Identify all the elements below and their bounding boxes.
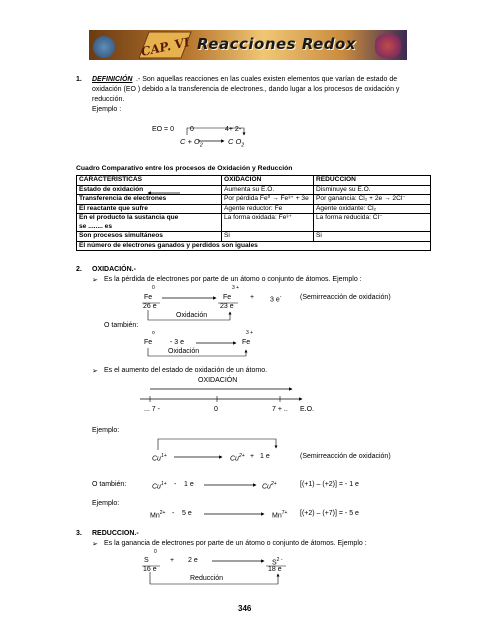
example-label: Ejemplo: xyxy=(92,427,120,434)
eo-value: 4+ 2- xyxy=(225,126,242,133)
bullet-arrow-icon: ➢ xyxy=(92,277,98,284)
superscript: 0 xyxy=(152,285,155,291)
electron-count: 18 e xyxy=(268,566,282,573)
table-footer: El número de electrones ganados y perdidos son iguales xyxy=(77,241,431,251)
bracket-arrow xyxy=(187,128,244,135)
annotation: (Semirreacción de oxidación) xyxy=(300,294,391,301)
species: S xyxy=(144,557,149,564)
table-cell: Por pérdida Fe⁰ → Fe³⁺ + 3e xyxy=(222,195,314,205)
reaction-right: C $O_2$ xyxy=(228,137,245,149)
section-heading: OXIDACIÓN.- xyxy=(92,266,136,273)
example-label: Ejemplo: xyxy=(92,500,120,507)
chapter-title: Reacciones Redox xyxy=(197,35,357,53)
section-number: 3. xyxy=(76,530,82,537)
electrons: 1 e xyxy=(184,481,194,488)
electron-count: 26 e xyxy=(143,303,157,310)
table-cell: Son procesos simultáneos xyxy=(77,232,222,242)
superscript: o xyxy=(152,330,155,336)
table-header: REDUCCIÓN xyxy=(314,176,431,186)
axis-label: OXIDACIÓN xyxy=(198,377,238,384)
annotation: (Semirreacción de oxidación) xyxy=(300,453,391,460)
bullet-arrow-icon: ➢ xyxy=(92,368,98,375)
electrons: 3 e- xyxy=(270,294,282,304)
bullet-text: Es la ganancia de electrones por parte de un átomo o conjunto de átomos. Ejemplo : xyxy=(104,540,367,547)
species: Fe xyxy=(144,339,153,346)
table-caption: Cuadro Comparativo entre los procesos de Oxidación y Reducción xyxy=(76,165,293,172)
species: $Mn^{7+}$ xyxy=(272,510,288,520)
table-cell: Agente reductor: Fe xyxy=(222,204,314,214)
superscript: 3 + xyxy=(246,330,254,336)
table-header: CARACTERÍSTICAS xyxy=(77,176,222,186)
axis-tick-label: 7 + .. xyxy=(272,406,288,413)
bracket-arrow xyxy=(150,572,278,584)
operator: - xyxy=(172,510,175,517)
chapter-label: CAP. VI xyxy=(139,35,191,59)
electrons: 2 e xyxy=(188,557,198,564)
operator: + xyxy=(250,453,255,460)
section-number: 1. xyxy=(76,76,82,83)
axis-unit: E.O. xyxy=(300,406,315,413)
species: Fe xyxy=(242,339,251,346)
table-header: OXIDACIÓN xyxy=(222,176,314,186)
process-label: Oxidación xyxy=(168,348,200,355)
example-label: Ejemplo : xyxy=(92,106,122,113)
table-cell: Estado de oxidación xyxy=(77,185,222,195)
species: $Cu^{1+}$ xyxy=(152,481,167,491)
bullet-text: Es la pérdida de electrones por parte de un átomo o conjunto de átomos. Ejemplo : xyxy=(104,276,362,283)
axis-tick-label: ... 7 - xyxy=(144,406,160,413)
section-number: 2. xyxy=(76,266,82,273)
superscript: 3 + xyxy=(232,285,240,291)
table-cell: Por ganancia: Cl₂ + 2e → 2Cl⁻ xyxy=(314,195,431,205)
species: $Mn^{2+}$ xyxy=(150,510,166,520)
calculation: [(+2) – (+7)] = - 5 e xyxy=(300,510,359,517)
section-heading: REDUCCION.- xyxy=(92,530,139,537)
eo-label: EO = 0 xyxy=(152,126,174,133)
table-cell: se ........ es xyxy=(77,223,222,232)
section-heading: DEFINICIÓN xyxy=(92,76,133,83)
superscript: 0 xyxy=(154,549,157,555)
paragraph-line: reducción. xyxy=(92,96,125,103)
table-cell: Aumenta su E.O. xyxy=(222,185,314,195)
species: Fe xyxy=(223,294,232,301)
paragraph-line: oxidación (EO ) debido a la transferencia de electrones., dando lugar a los procesos de oxidación y xyxy=(92,86,400,93)
calculation: [(+1) – (+2)] = - 1 e xyxy=(300,481,359,488)
species: $Cu^{2+}$ xyxy=(230,453,245,463)
table-cell: Agente oxidante: Cl₂ xyxy=(314,204,431,214)
alt-label: O también: xyxy=(104,322,139,329)
process-label: Oxidación xyxy=(176,312,208,319)
table-cell: La forma oxidada: Fe³⁺ xyxy=(222,214,314,223)
table-cell: En el producto la sustancia que xyxy=(77,214,222,223)
table-cell: Disminuye su E.O. xyxy=(314,185,431,195)
alt-label: O también: xyxy=(92,481,127,488)
operator: + xyxy=(250,294,255,301)
paragraph-line: .- Son aquellas reacciones en las cuales existen elementos que varían de estado de xyxy=(136,76,398,83)
bracket-arrow xyxy=(158,439,276,450)
species: $Cu^{2+}$ xyxy=(262,481,277,491)
electrons: - 3 e xyxy=(170,339,185,346)
electron-count: 23 e xyxy=(220,303,234,310)
reaction-left: $C + O_2$ xyxy=(180,137,203,149)
axis-tick-label: 0 xyxy=(214,406,218,413)
page-number: 346 xyxy=(238,604,252,613)
bracket-arrow xyxy=(148,348,246,356)
bracket-arrow xyxy=(148,310,230,320)
process-label: Reducción xyxy=(190,575,224,582)
species: $Cu^{1+}$ xyxy=(152,453,167,463)
electrons: 5 e xyxy=(182,510,192,517)
operator: - xyxy=(174,481,177,488)
bullet-text: Es el aumento del estado de oxidación de un átomo. xyxy=(104,367,268,374)
operator: + xyxy=(170,557,175,564)
electrons: 1 e xyxy=(260,453,270,460)
table-cell: El reactante que sufre xyxy=(77,204,222,214)
eo-value: 0 xyxy=(190,126,194,133)
electron-count: 16 e xyxy=(143,566,157,573)
table-cell: Si xyxy=(222,232,314,242)
table-cell: La forma reducida: Cl⁻ xyxy=(314,214,431,223)
bullet-arrow-icon: ➢ xyxy=(92,541,98,548)
species: Fe xyxy=(144,294,153,301)
species: $S^{2 -}$ xyxy=(272,557,283,567)
table-cell: Transferencia de electrones xyxy=(77,195,222,205)
table-cell: Si xyxy=(314,232,431,242)
